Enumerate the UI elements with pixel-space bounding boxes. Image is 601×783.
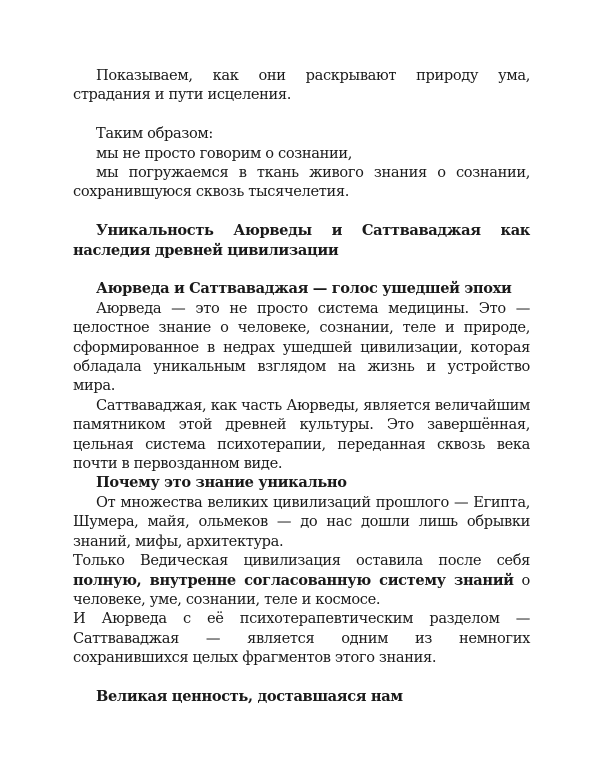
paragraph-sattvavajaya: Саттваваджая, как часть Аюрведы, является величайшим памятником этой древней культуры. Это завершённая, цельная система психотерапии, переданная сквозь века почти в первозданном виде. [73, 396, 530, 473]
paragraph-civilizations: От множества великих цивилизаций прошлого — Египта, Шумера, майя, ольмеков — до нас дошли лишь обрывки знаний, мифы, архитектура. [73, 493, 530, 550]
document-page [73, 66, 530, 706]
spacer [73, 105, 530, 124]
paragraph-immerse: мы погружаемся в ткань живого знания о сознании, сохранившуюся сквозь тысячелетия. [73, 164, 530, 201]
section-heading-uniqueness: Уникальность Аюрведы и Саттваваджая как наследия древней цивилизации [73, 222, 530, 259]
subheading-great-value: Великая ценность, доставшаяся нам [96, 687, 403, 705]
vedic-text-bold: полную, внутренне согласованную систему знаний [73, 571, 514, 589]
vedic-text-before: Только Ведическая цивилизация оставила после себя [73, 552, 530, 570]
subheading-voice-of-epoch: Аюрведа и Саттваваджая — голос ушедшей эпохи [96, 280, 512, 298]
paragraph-ayurveda: Аюрведа — это не просто система медицины. Это — целостное знание о человеке, сознании, теле и природе, сформированное в недрах ушедшей цивилизации, которая обладала уникальным взглядом на жизнь и устройство мира. [73, 299, 530, 395]
spacer [73, 668, 530, 687]
paragraph-vedic [73, 551, 530, 609]
paragraph-thus: Таким образом: [96, 125, 214, 143]
paragraph-not-just-talk: мы не просто говорим о сознании, [96, 144, 353, 162]
paragraph-fragment: И Аюрведа с её психотерапевтическим разделом — Саттваваджая — является одним из немногих сохранившихся целых фрагментов этого знания. [73, 610, 530, 667]
paragraph-intro: Показываем, как они раскрывают природу ума, страдания и пути исцеления. [73, 67, 530, 104]
spacer [73, 202, 530, 221]
vedic-text-after: о человеке, уме, сознании, теле и космосе. [73, 571, 530, 608]
subheading-why-unique: Почему это знание уникально [96, 474, 347, 492]
spacer [73, 260, 530, 279]
